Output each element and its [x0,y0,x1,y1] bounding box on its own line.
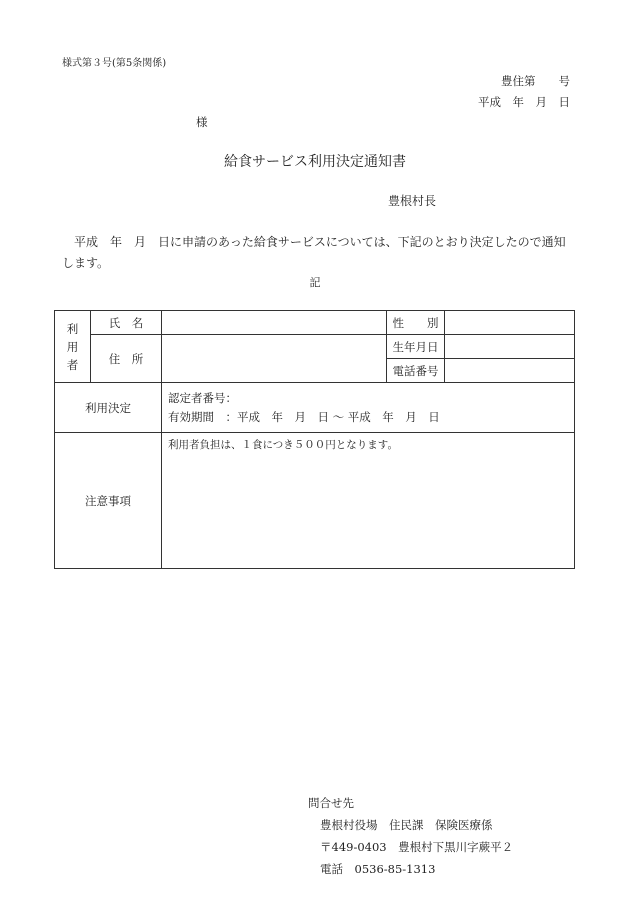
contact-address: 〒449-0403 豊根村下黒川字蕨平２ [320,840,514,854]
name-value[interactable] [162,311,387,335]
contact-heading: 問合せ先 [308,796,354,810]
address-value[interactable] [162,335,387,383]
sex-label: 性 別 [387,311,445,335]
contact-block [308,792,608,880]
validity-period: 有効期間 ：平成 年 月 日 〜 平成 年 月 日 [168,409,440,424]
notes-text: 利用者負担は、１食につき５００円となります。 [162,433,575,569]
decision-label: 利用決定 [55,383,162,433]
addressee-suffix: 様 [196,115,208,129]
name-label: 氏 名 [91,311,162,335]
decision-table [54,310,575,569]
decision-details [162,383,575,433]
user-label [55,311,91,383]
document-date: 平成 年 月 日 [478,95,570,109]
issuer: 豊根村長 [388,194,437,208]
form-number: 様式第３号(第5条関係) [62,58,167,69]
birthdate-label: 生年月日 [387,335,445,359]
user-label-char: 利 [66,321,79,336]
phone-label: 電話番号 [387,359,445,383]
phone-value[interactable] [445,359,575,383]
notes-label: 注意事項 [55,433,162,569]
document-title: 給食サービス利用決定通知書 [224,154,406,170]
cert-number-label: 認定者番号： [168,390,237,405]
ki-marker: 記 [309,276,321,289]
document-number: 豊住第 号 [501,74,570,88]
sex-value[interactable] [445,311,575,335]
birthdate-value[interactable] [445,335,575,359]
body-text: 平成 年 月 日に申請のあった給食サービスについては、下記のとおり決定したので通知します。 [62,235,566,270]
contact-phone: 電話 0536-85-1313 [320,862,436,876]
address-label: 住 所 [91,335,162,383]
user-label-char: 者 [66,357,79,372]
user-label-char: 用 [66,339,79,354]
contact-office: 豊根村役場 住民課 保険医療係 [320,818,493,832]
